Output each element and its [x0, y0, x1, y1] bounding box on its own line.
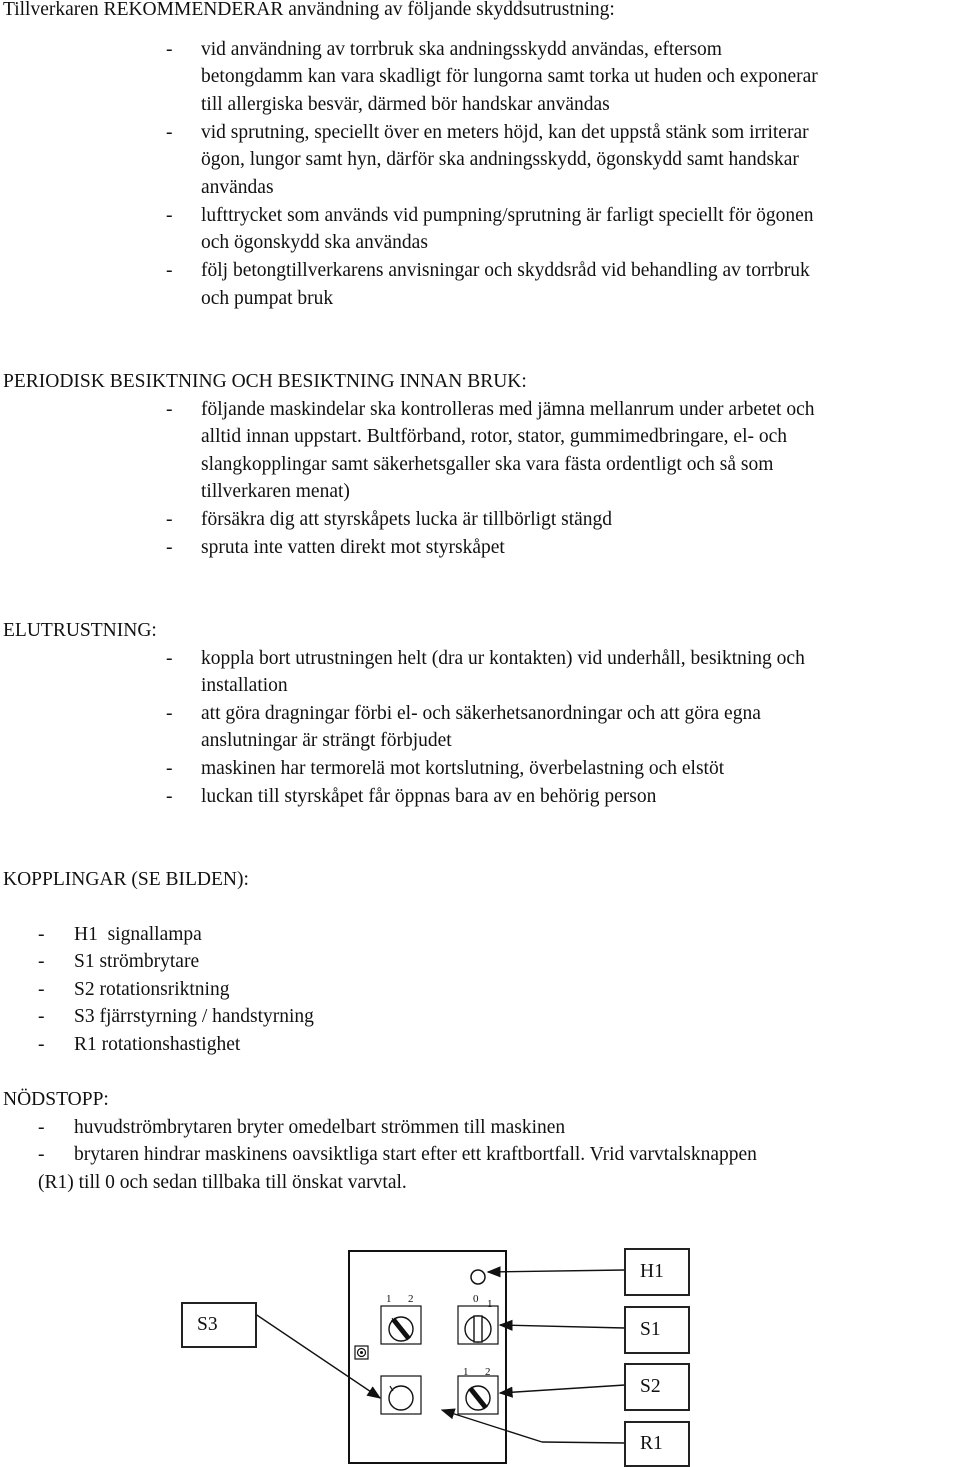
bullet-dash: - [38, 979, 45, 1000]
bullet-dash: - [166, 509, 173, 530]
s3-rotary-switch-icon [381, 1306, 421, 1344]
bullet-text-line: luckan till styrskåpet får öppnas bara av en behörig person [201, 786, 657, 807]
bullet-text-line: vid sprutning, speciellt över en meters höjd, kan det uppstå stänk som irriterar [201, 122, 809, 143]
bullet-dash: - [166, 648, 173, 669]
s1-main-switch-icon [458, 1306, 498, 1344]
bullet-dash: - [38, 1006, 45, 1027]
switch-mark: 0 [473, 1293, 479, 1305]
emergency-continuation: (R1) till 0 och sedan tillbaka till önskat varvtal. [38, 1172, 407, 1193]
connection-item-s2: S2 rotationsriktning [74, 979, 230, 1000]
bullet-text-line: installation [201, 675, 288, 696]
s1-leader-arrow [500, 1325, 625, 1328]
label-box-s2 [624, 1363, 690, 1411]
connections-heading: KOPPLINGAR (SE BILDEN): [3, 869, 249, 890]
bullet-text-line: alltid innan uppstart. Bultförband, rotor, stator, gummimedbringare, el- och [201, 426, 788, 447]
bullet-text-line: följ betongtillverkarens anvisningar och skyddsråd vid behandling av torrbruk [201, 260, 810, 281]
h1-leader-arrow [488, 1270, 625, 1272]
bullet-dash: - [38, 951, 45, 972]
label-h1: H1 [640, 1261, 664, 1283]
bullet-text-line: spruta inte vatten direkt mot styrskåpet [201, 537, 505, 558]
signal-lamp-icon [471, 1270, 485, 1284]
connection-item-h1: H1 signallampa [74, 924, 202, 945]
connection-item-r1: R1 rotationshastighet [74, 1034, 241, 1055]
label-box-h1 [624, 1248, 690, 1296]
bullet-text-line: ögon, lungor samt hyn, därför ska andningsskydd, ögonskydd samt handskar [201, 149, 799, 170]
bullet-text-line: till allergiska besvär, därmed bör handskar användas [201, 94, 610, 115]
bullet-dash: - [166, 39, 173, 60]
bullet-dash: - [166, 758, 173, 779]
bullet-text-line: lufttrycket som används vid pumpning/sprutning är farligt speciellt för ögonen [201, 205, 814, 226]
bullet-dash: - [166, 703, 173, 724]
bullet-dash: - [166, 122, 173, 143]
switch-mark: 1 [487, 1298, 493, 1310]
bullet-text-line: att göra dragningar förbi el- och säkerhetsanordningar och att göra egna [201, 703, 761, 724]
bullet-dash: - [38, 1117, 45, 1138]
remote-socket-icon [355, 1346, 368, 1359]
switch-mark: 2 [485, 1366, 491, 1378]
connection-item-s1: S1 strömbrytare [74, 951, 200, 972]
switch-mark: 2 [408, 1293, 414, 1305]
bullet-text-line: koppla bort utrustningen helt (dra ur kontakten) vid underhåll, besiktning och [201, 648, 805, 669]
bullet-dash: - [166, 537, 173, 558]
label-r1: R1 [640, 1433, 663, 1455]
bullet-text-line: och ögonskydd ska användas [201, 232, 428, 253]
r1-leader-line [542, 1442, 625, 1443]
label-s1: S1 [640, 1319, 661, 1341]
bullet-text-line: vid användning av torrbruk ska andningsskydd användas, eftersom [201, 39, 722, 60]
bullet-text-line: maskinen har termorelä mot kortslutning, överbelastning och elstöt [201, 758, 725, 779]
bullet-dash: - [38, 924, 45, 945]
electrical-heading: ELUTRUSTNING: [3, 620, 157, 641]
bullet-text-line: tillverkaren menat) [201, 481, 350, 502]
bullet-dash: - [166, 399, 173, 420]
emergency-item: huvudströmbrytaren bryter omedelbart strömmen till maskinen [74, 1117, 566, 1138]
s2-direction-switch-icon [458, 1376, 498, 1414]
emergency-item: brytaren hindrar maskinens oavsiktliga start efter ett kraftbortfall. Vrid varvtalsknappen [74, 1144, 757, 1165]
bullet-text-line: försäkra dig att styrskåpets lucka är tillbörligt stängd [201, 509, 613, 530]
label-box-r1 [624, 1421, 690, 1467]
s2-leader-arrow [500, 1385, 625, 1393]
bullet-text-line: användas [201, 177, 274, 198]
bullet-dash: - [38, 1144, 45, 1165]
connection-item-s3: S3 fjärrstyrning / handstyrning [74, 1006, 314, 1027]
bullet-dash: - [166, 786, 173, 807]
bullet-dash: - [166, 205, 173, 226]
intro-heading: Tillverkaren REKOMMENDERAR användning av följande skyddsutrustning: [3, 0, 615, 20]
r1-speed-knob-icon [381, 1376, 421, 1414]
emergency-heading: NÖDSTOPP: [3, 1089, 109, 1110]
bullet-dash: - [166, 260, 173, 281]
label-s3: S3 [197, 1314, 218, 1336]
label-box-s1 [624, 1306, 690, 1354]
bullet-text-line: slangkopplingar samt säkerhetsgaller ska vara fästa ordentligt och så som [201, 454, 774, 475]
label-box-s3 [181, 1302, 257, 1348]
bullet-dash: - [38, 1034, 45, 1055]
bullet-text-line: anslutningar är strängt förbjudet [201, 730, 452, 751]
inspection-heading: PERIODISK BESIKTNING OCH BESIKTNING INNAN BRUK: [3, 371, 527, 392]
label-s2: S2 [640, 1376, 661, 1398]
switch-mark: 1 [386, 1293, 392, 1305]
bullet-text-line: och pumpat bruk [201, 288, 334, 309]
bullet-text-line: betongdamm kan vara skadligt för lungorna samt torka ut huden och exponerar [201, 66, 818, 87]
bullet-text-line: följande maskindelar ska kontrolleras med jämna mellanrum under arbetet och [201, 399, 815, 420]
switch-mark: 1 [463, 1366, 469, 1378]
